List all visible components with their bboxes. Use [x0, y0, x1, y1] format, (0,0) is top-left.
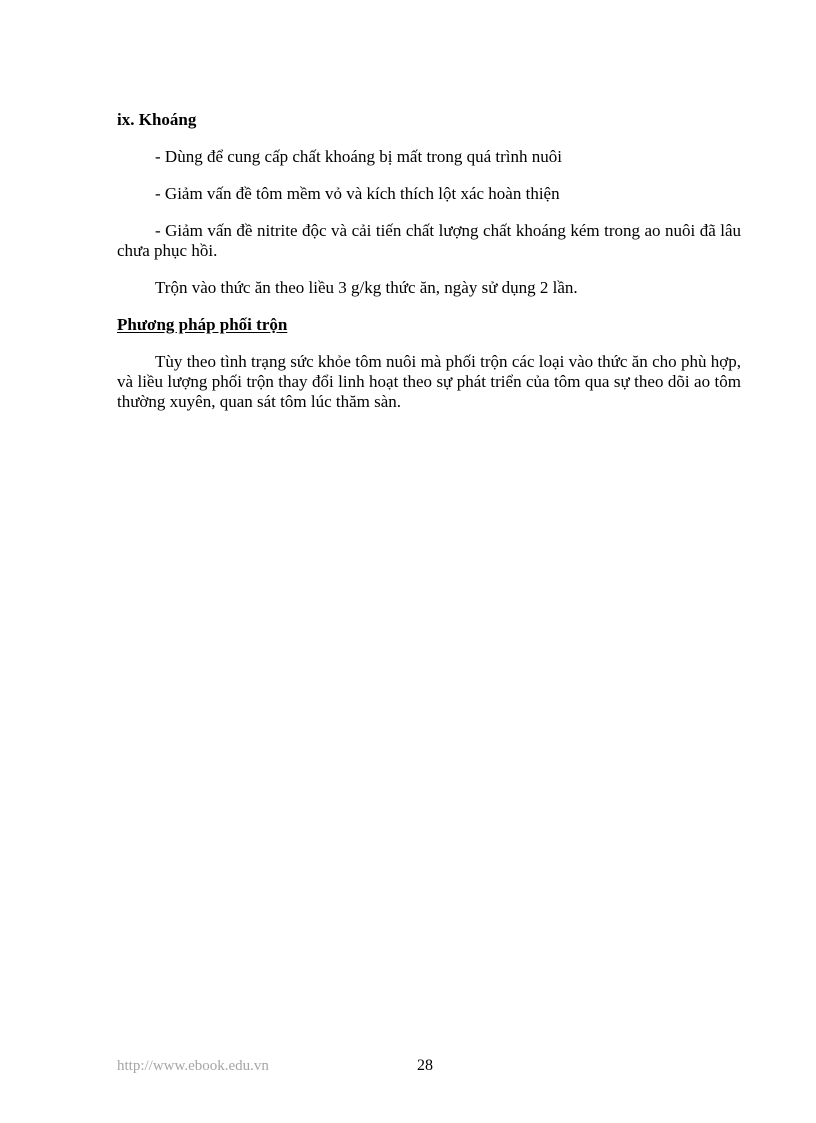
method-paragraph: Tùy theo tình trạng sức khỏe tôm nuôi mà phối trộn các loại vào thức ăn cho phù hợp, và liều lượng phối trộn thay đổi linh hoạt theo sự phát triển của tôm qua sự theo dõi ao tôm thường xuyên, quan sát tôm lúc thăm sàn. [117, 352, 741, 411]
list-item: - Giảm vấn đề tôm mềm vỏ và kích thích lột xác hoàn thiện [155, 184, 560, 203]
method-heading: Phương pháp phối trộn [117, 315, 288, 334]
page-content [117, 110, 741, 412]
footer-url: http://www.ebook.edu.vn [117, 1058, 269, 1074]
page-number: 28 [417, 1057, 433, 1074]
list-item: - Giảm vấn đề nitrite độc và cải tiến chất lượng chất khoáng kém trong ao nuôi đã lâu chưa phục hồi. [117, 221, 741, 260]
list-item: - Dùng để cung cấp chất khoáng bị mất trong quá trình nuôi [155, 147, 562, 166]
dosage-paragraph: Trộn vào thức ăn theo liều 3 g/kg thức ăn, ngày sử dụng 2 lần. [155, 278, 578, 297]
section-heading: ix. Khoáng [117, 110, 197, 129]
